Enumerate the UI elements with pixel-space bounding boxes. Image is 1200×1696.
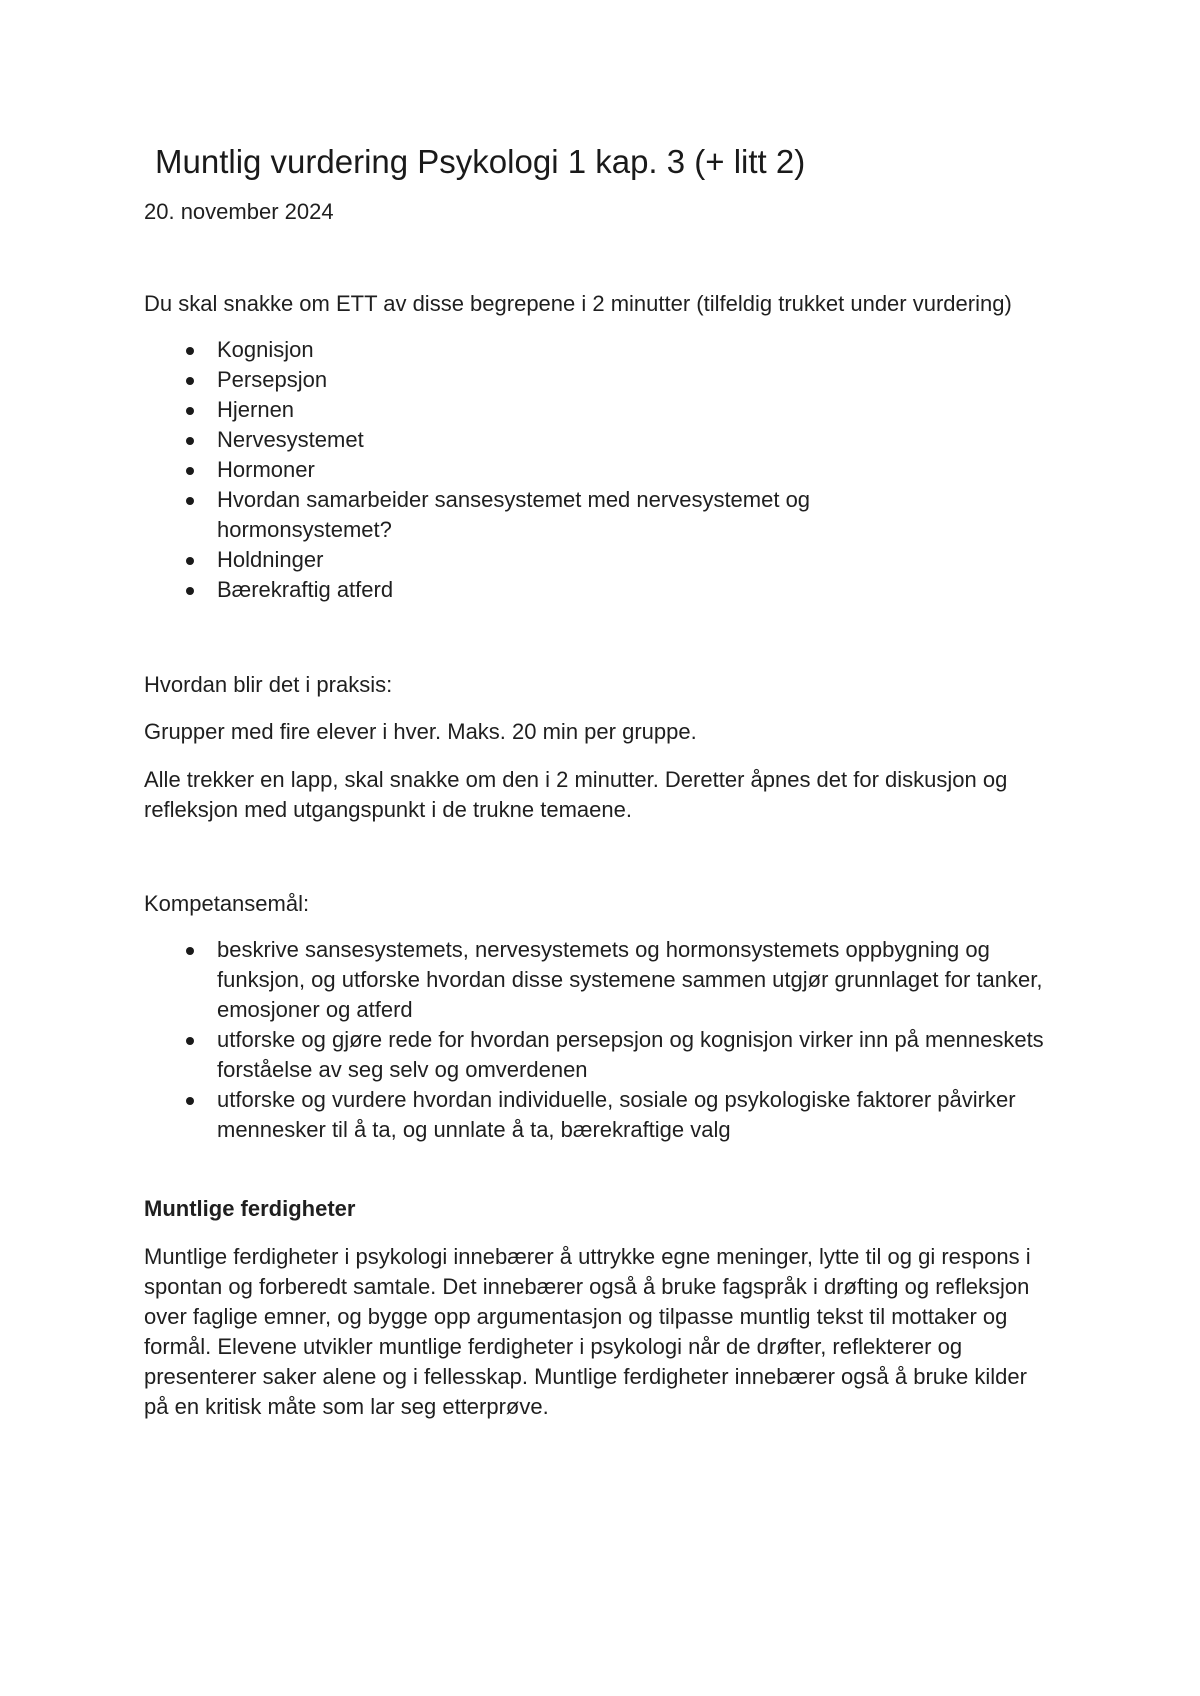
practice-heading: Hvordan blir det i praksis: <box>144 672 393 697</box>
list-item <box>144 335 1056 365</box>
competence-goal: utforske og gjøre rede for hvordan persepsjon og kognisjon virker inn på menneskets forståelse av seg selv og omverdenen <box>217 1027 1044 1082</box>
bullet-icon <box>186 497 194 505</box>
list-item <box>144 545 1056 575</box>
list-item <box>144 1085 1056 1145</box>
list-item <box>144 485 1056 545</box>
list-item <box>144 935 1056 1025</box>
document-page <box>144 140 1056 1422</box>
topic-label: Bærekraftig atferd <box>217 577 394 602</box>
oral-skills-body: Muntlige ferdigheter i psykologi innebærer å uttrykke egne meninger, lytte til og gi respons i spontan og forberedt samtale. Det innebærer også å bruke fagspråk i drøfting og refleksjon over faglige emner, og bygge opp argumentasjon og tilpasse muntlig tekst til mottaker og formål. Elevene utvikler muntlige ferdigheter i psykologi når de drøfter, reflekterer og presenterer saker alene og i fellesskap. Muntlige ferdigheter innebærer også å bruke kilder på en kritisk måte som lar seg etterprøve. <box>144 1244 1031 1419</box>
competence-heading: Kompetansemål: <box>144 891 310 916</box>
bullet-icon <box>186 407 194 415</box>
document-title: Muntlig vurdering Psykologi 1 kap. 3 (+ litt 2) <box>155 143 806 180</box>
bullet-icon <box>186 557 194 565</box>
topic-label: Persepsjon <box>217 367 328 392</box>
bullet-icon <box>186 377 194 385</box>
competence-list <box>144 935 1056 1145</box>
bullet-icon <box>186 347 194 355</box>
topic-list <box>144 335 1056 605</box>
intro-text: Du skal snakke om ETT av disse begrepene i 2 minutter (tilfeldig trukket under vurdering) <box>144 291 1012 316</box>
practice-line-2: Alle trekker en lapp, skal snakke om den i 2 minutter. Deretter åpnes det for diskusjon og refleksjon med utgangspunkt i de trukne temaene. <box>144 767 1008 822</box>
bullet-icon <box>186 437 194 445</box>
list-item <box>144 575 1056 605</box>
competence-goal: beskrive sansesystemets, nervesystemets og hormonsystemets oppbygning og funksjon, og utforske hvordan disse systemene sammen utgjør grunnlaget for tanker, emosjoner og atferd <box>217 937 1043 1022</box>
topic-label: Hjernen <box>217 397 295 422</box>
list-item <box>144 395 1056 425</box>
topic-label: Hormoner <box>217 457 315 482</box>
list-item <box>144 425 1056 455</box>
list-item <box>144 365 1056 395</box>
bullet-icon <box>186 947 194 955</box>
bullet-icon <box>186 1037 194 1045</box>
bullet-icon <box>186 1097 194 1105</box>
topic-label: Kognisjon <box>217 337 314 362</box>
topic-label: Nervesystemet <box>217 427 364 452</box>
list-item <box>144 1025 1056 1085</box>
practice-line-1: Grupper med fire elever i hver. Maks. 20 min per gruppe. <box>144 719 697 744</box>
bullet-icon <box>186 587 194 595</box>
bullet-icon <box>186 467 194 475</box>
topic-label: Hvordan samarbeider sansesystemet med nervesystemet og hormonsystemet? <box>217 487 811 542</box>
list-item <box>144 455 1056 485</box>
oral-skills-heading: Muntlige ferdigheter <box>144 1196 356 1221</box>
document-date: 20. november 2024 <box>144 199 334 224</box>
topic-label: Holdninger <box>217 547 324 572</box>
competence-goal: utforske og vurdere hvordan individuelle, sosiale og psykologiske faktorer påvirker mennesker til å ta, og unnlate å ta, bærekraftige valg <box>217 1087 1016 1142</box>
